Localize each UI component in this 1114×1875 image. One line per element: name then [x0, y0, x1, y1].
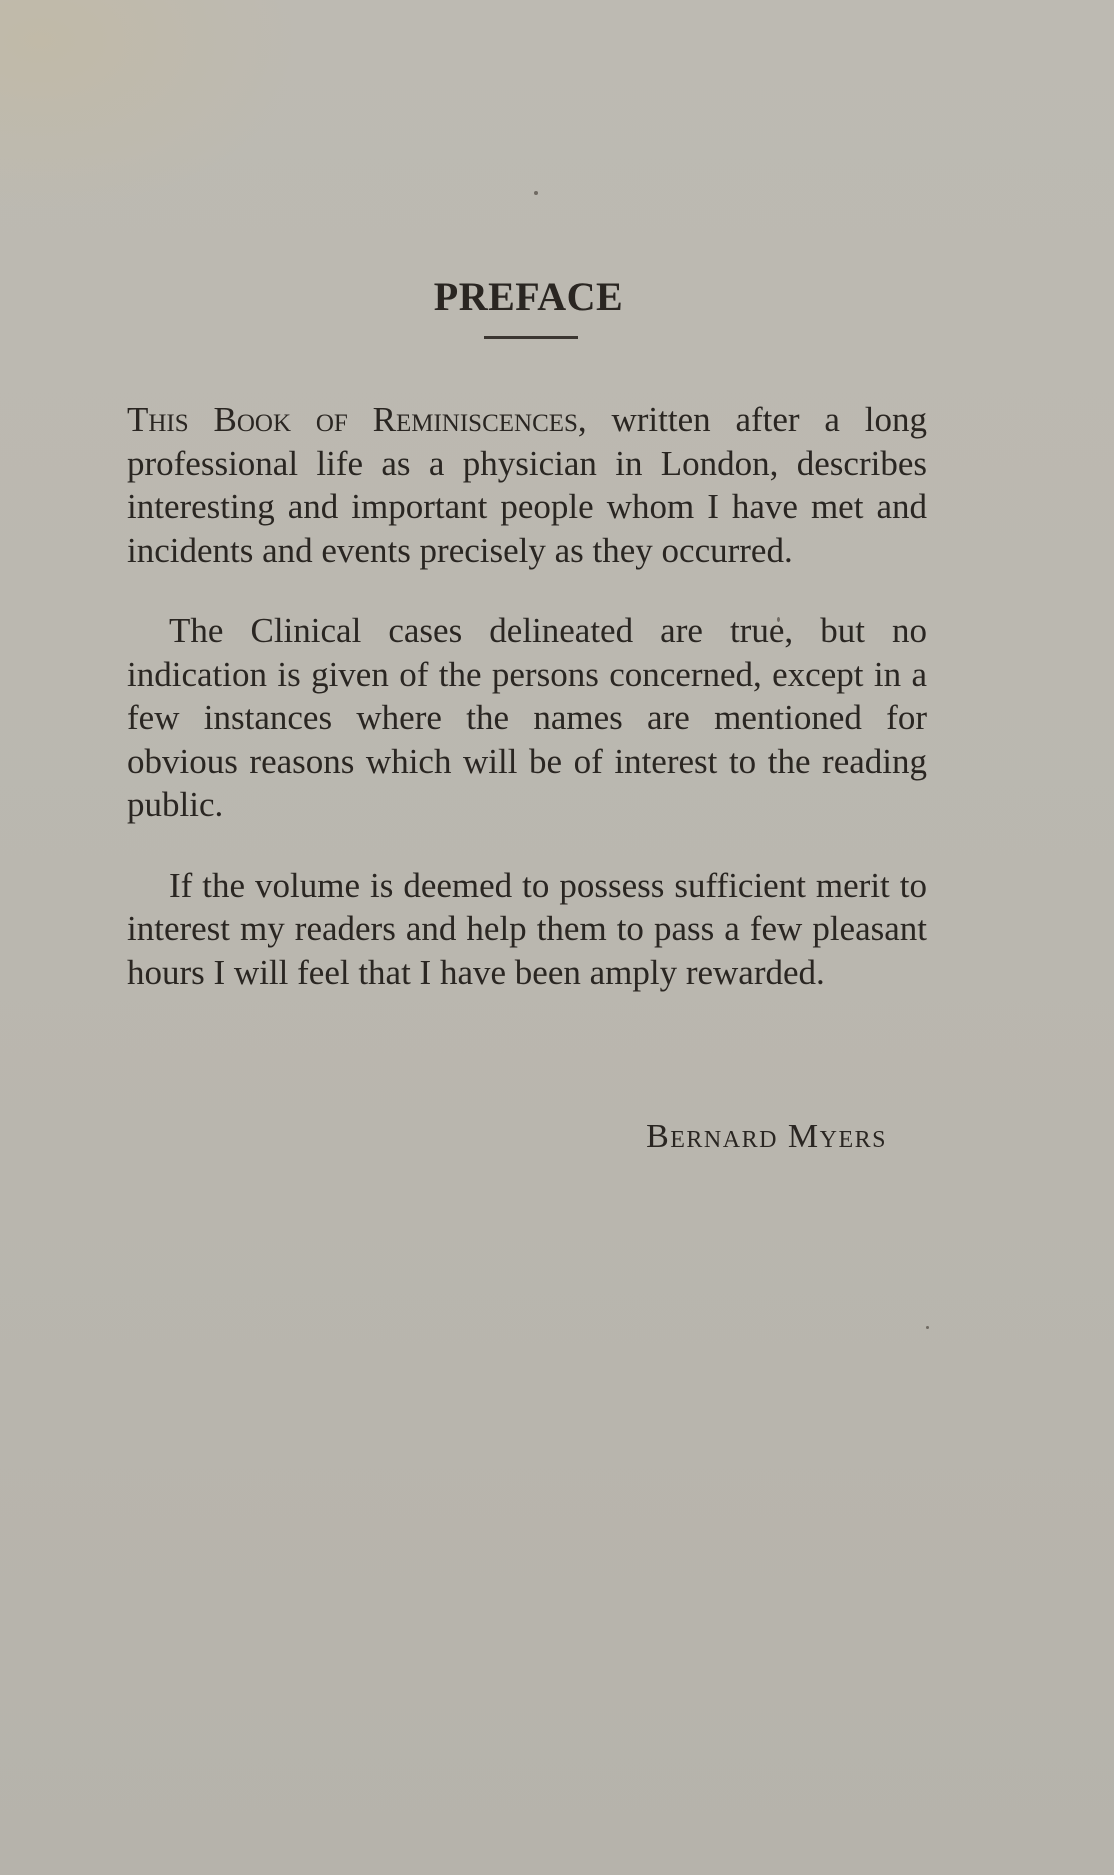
paragraph-1-text: written after a long professional life as a physician in London, describes interesting and important people whom I have met and incidents and events precisely as they occurred. — [127, 400, 927, 570]
paper-speck — [534, 191, 538, 195]
paper-speck — [926, 1326, 929, 1329]
paragraph-1 — [127, 398, 927, 572]
title-divider — [484, 336, 578, 339]
opening-small-caps: This Book of Reminiscences, — [127, 400, 587, 439]
paragraph-3: If the volume is deemed to possess sufficient merit to interest my readers and help them to pass a few pleasant hours I will feel that I have been amply rewarded. — [127, 865, 927, 992]
paragraph-2: The Clinical cases delineated are true, but no indication is given of the persons concerned, except in a few instances where the names are mentioned for obvious reasons which will be of interest to the reading public. — [127, 611, 927, 824]
page-title: PREFACE — [433, 273, 624, 319]
preface-body — [127, 398, 927, 994]
author-signature: Bernard Myers — [646, 1118, 887, 1155]
